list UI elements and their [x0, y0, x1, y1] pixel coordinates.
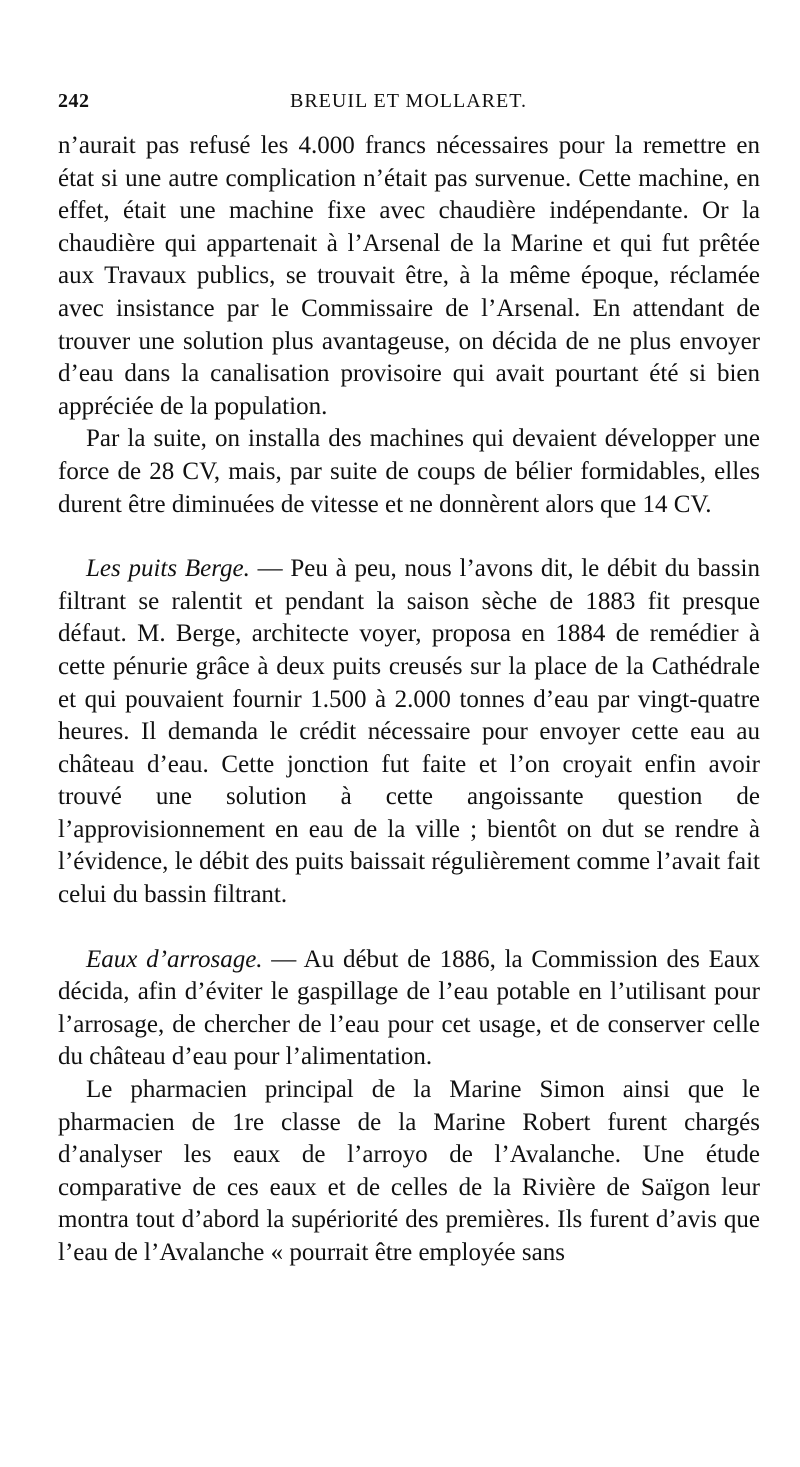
running-head: BREUIL ET MOLLARET. [290, 90, 527, 112]
paragraph-pharmaciens: Le pharmacien principal de la Marine Simon ainsi que le pharmacien de 1re classe de la Marine Robert furent chargés d’analyser les eaux de l’arroyo de l’Avalanche. Une étude comparative de ces eaux et de celles de la Rivière de Saïgon leur montra tout d’abord la supériorité des premières. Ils furent d’avis que l’eau de l’Avalanche « pourrait être employée sans [58, 1076, 760, 1266]
paragraph-machines: Par la suite, on installa des machines qui devaient développer une force de 28 CV, mais, par suite de coups de bélier formidables, elles durent être diminuées de vitesse et ne donnèrent alors que 14 CV. [58, 425, 760, 518]
section-body-eaux-arrosage: — Au début de 1886, la Commission des Eaux décida, afin d’éviter le gaspillage de l’eau potable en l’utilisant pour l’arrosage, de chercher de l’eau pour cet usage, et de conserver celle du château d’eau pour l’alimentation. [58, 945, 760, 1071]
document-page [58, 78, 760, 1270]
body-text [58, 130, 760, 1270]
page-number: 242 [58, 90, 90, 112]
paragraph-continuation: n’aurait pas refusé les 4.000 francs nécessaires pour la remettre en état si une autre complication n’était pas survenue. Cette machine, en effet, était une machine fixe avec chaudière indépendante. Or la chaudière qui appartenait à l’Arsenal de la Marine et qui fut prêtée aux Travaux publics, se trouvait être, à la même époque, réclamée avec insistance par le Commissaire de l’Arsenal. En attendant de trouver une solution plus avantageuse, on décida de ne plus envoyer d’eau dans la canalisation provisoire qui avait pourtant été si bien appréciée de la population. [58, 132, 760, 420]
section-title-eaux-arrosage: Eaux d’arrosage. [86, 945, 263, 973]
section-title-puits-berge: Les puits Berge. [86, 555, 250, 583]
paragraph-puits-berge [58, 553, 760, 912]
section-body-puits-berge: — Peu à peu, nous l’avons dit, le débit du bassin filtrant se ralentit et pendant la saison sèche de 1883 fit presque défaut. M. Berge, architecte voyer, proposa en 1884 de remédier à cette pénurie grâce à deux puits creusés sur la place de la Cathédrale et qui pouvaient fournir 1.500 à 2.000 tonnes d’eau par vingt-quatre heures. Il demanda le crédit nécessaire pour envoyer cette eau au château d’eau. Cette jonction fut faite et l’on croyait enfin avoir trouvé une solution à cette angoissante question de l’approvisionnement en eau de la ville ; bientôt on dut se rendre à l’évidence, le débit des puits baissait régulièrement comme l’avait fait celui du bassin filtrant. [58, 555, 760, 909]
page-header [58, 78, 760, 118]
paragraph-eaux-arrosage [58, 944, 760, 1074]
